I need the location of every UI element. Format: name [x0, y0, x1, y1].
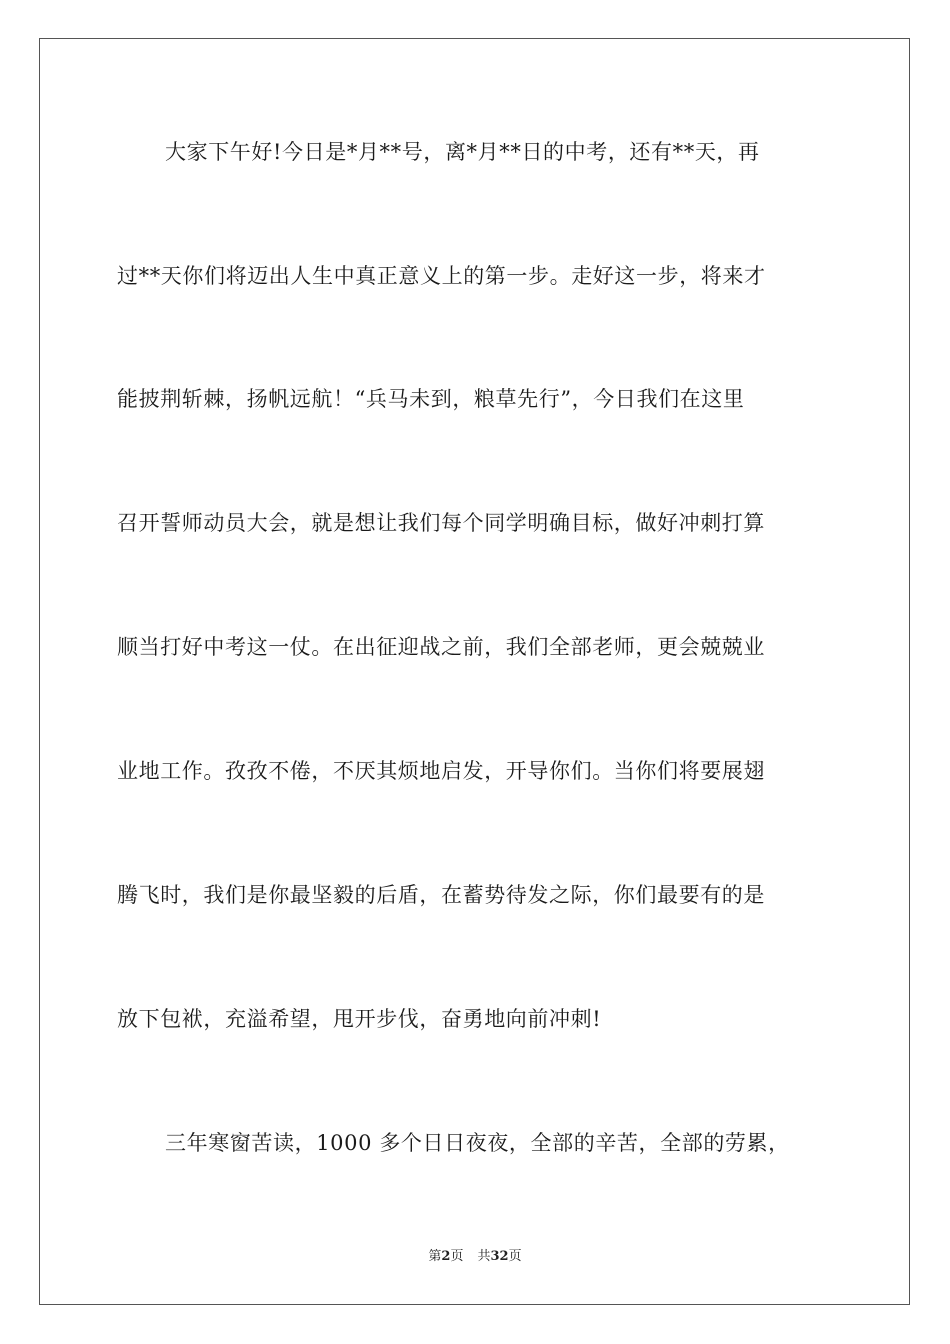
- page-number: 2: [441, 1249, 451, 1264]
- paragraph-1-line-8: 放下包袱，充溢希望，甩开步伐，奋勇地向前冲刺!: [117, 1007, 602, 1031]
- total-label-suffix: 页: [508, 1249, 522, 1264]
- paragraph-1-line-2: 过**天你们将迈出人生中真正意义上的第一步。走好这一步，将来才: [117, 264, 766, 288]
- paragraph-1-line-6: 业地工作。孜孜不倦，不厌其烦地启发，开导你们。当你们将要展翅: [117, 759, 765, 783]
- page-label-suffix: 页: [450, 1249, 464, 1264]
- paragraph-1-line-3: 能披荆斩棘，扬帆远航！“兵马未到，粮草先行”，今日我们在这里: [117, 387, 745, 411]
- paragraph-1-line-7: 腾飞时，我们是你最坚毅的后盾，在蓄势待发之际，你们最要有的是: [117, 883, 765, 907]
- paragraph-1-line-4: 召开誓师动员大会，就是想让我们每个同学明确目标，做好冲刺打算: [117, 511, 765, 535]
- total-pages: 32: [490, 1249, 509, 1264]
- page-footer: [0, 1248, 950, 1266]
- page-label-prefix: 第: [428, 1249, 442, 1264]
- paragraph-1-line-5: 顺当打好中考这一仗。在出征迎战之前，我们全部老师，更会兢兢业: [117, 635, 765, 659]
- paragraph-1-line-1: 大家下午好!今日是*月**号，离*月**日的中考，还有**天，再: [165, 140, 760, 164]
- paragraph-2-line-1: 三年寒窗苦读，1000 多个日日夜夜，全部的辛苦，全部的劳累，: [165, 1131, 790, 1155]
- total-label-prefix: 共: [477, 1249, 491, 1264]
